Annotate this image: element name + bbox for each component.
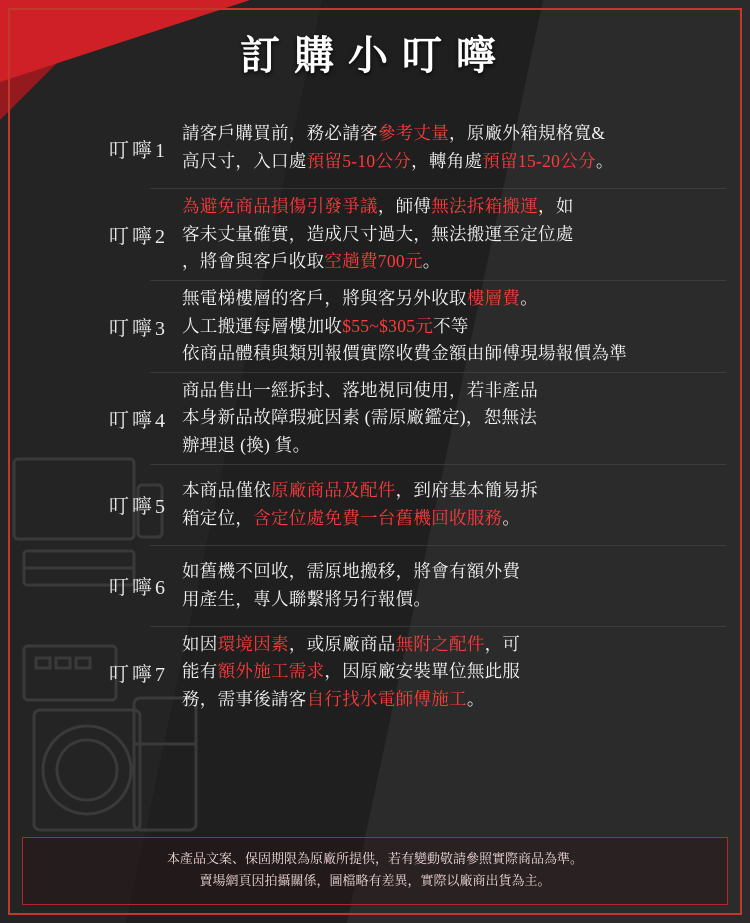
- note-text: 。: [466, 689, 485, 710]
- note-tag: 叮嚀4: [109, 409, 168, 432]
- note-highlight: 環境因素: [217, 633, 289, 654]
- note-row: [0, 627, 750, 718]
- note-body: [182, 193, 728, 276]
- note-highlight: 無附之配件: [395, 633, 485, 654]
- note-line: [182, 686, 728, 714]
- note-divider: [150, 545, 726, 546]
- note-body: [182, 285, 728, 368]
- note-text: 如因: [182, 633, 218, 654]
- note-text: ，因原廠安裝單位無此服: [324, 661, 521, 682]
- note-divider: [150, 464, 726, 465]
- note-tag: 叮嚀6: [109, 577, 168, 600]
- note-text: 辦理退 (換) 貨。: [182, 435, 311, 456]
- note-divider: [150, 626, 726, 627]
- note-text: ，可: [484, 633, 521, 654]
- note-text: ，原廠外箱規格寬&: [449, 123, 606, 144]
- note-body: [182, 558, 728, 613]
- note-text: 務，需事後請客: [182, 689, 307, 710]
- note-divider: [150, 280, 726, 281]
- note-text: 客未丈量確實，造成尺寸過大，無法搬運至定位處: [182, 223, 574, 244]
- note-highlight: 含定位處免費一台舊機回收服務: [253, 507, 503, 528]
- footer-line-2: 賣場網頁因拍攝關係，圖檔略有差異，實際以廠商出貨為主。: [199, 872, 551, 888]
- note-text: ，或原廠商品: [288, 633, 396, 654]
- note-line: [182, 340, 728, 368]
- note-line: [182, 377, 728, 405]
- note-divider: [150, 372, 726, 373]
- note-text: 。: [502, 507, 521, 528]
- note-text: 無電梯樓層的客戶，將與客另外收取: [182, 287, 467, 308]
- note-line: [182, 404, 728, 432]
- note-line: [182, 505, 728, 533]
- note-highlight: 空趟費700元: [324, 251, 423, 272]
- note-row: [0, 465, 750, 545]
- note-line: [182, 248, 728, 276]
- note-tag: 叮嚀7: [109, 663, 168, 686]
- note-tag: 叮嚀1: [109, 139, 168, 162]
- note-line: [182, 120, 728, 148]
- note-highlight: 樓層費: [466, 287, 521, 308]
- note-tag: 叮嚀5: [109, 496, 168, 519]
- note-highlight: $55~$305元: [342, 315, 434, 336]
- note-text: 商品售出一經拆封、落地視同使用，若非產品: [182, 379, 538, 400]
- note-line: [182, 193, 728, 221]
- note-text: 本商品僅依: [182, 480, 271, 501]
- note-text: 用產生，專人聯繫將另行報價。: [182, 588, 432, 609]
- note-line: [182, 658, 728, 686]
- note-text: 請客戶購買前，務必請客: [182, 123, 378, 144]
- note-text: 本身新品故障瑕疵因素 (需原廠鑑定)，恕無法: [182, 407, 538, 428]
- note-text: ，如: [538, 196, 574, 216]
- note-tag: 叮嚀3: [109, 317, 168, 340]
- note-line: [182, 148, 728, 176]
- note-line: [182, 285, 728, 313]
- note-text: 依商品體積與類別報價實際收費金額由師傅現場報價為準: [182, 343, 627, 364]
- note-highlight: 為: [182, 196, 200, 216]
- note-line: [182, 586, 728, 614]
- note-text: 。: [520, 287, 539, 308]
- note-tag: 叮嚀2: [109, 225, 168, 248]
- note-highlight: 額外施工需求: [217, 661, 325, 682]
- note-highlight: 原廠商品及配件: [271, 480, 396, 501]
- note-line: [182, 631, 728, 659]
- note-text: 不等: [433, 315, 469, 336]
- note-row: [0, 373, 750, 464]
- note-text: 能有: [182, 661, 218, 682]
- note-highlight: 預留5-10公分: [306, 151, 412, 171]
- note-row: [0, 189, 750, 280]
- note-highlight: 自行找水電師傅施工: [306, 689, 467, 710]
- note-line: [182, 432, 728, 460]
- footer-line-1: 本產品文案、保固期限為原廠所提供，若有變動敬請參照實際商品為準。: [166, 850, 583, 866]
- note-text: ，到府基本簡易拆: [395, 480, 539, 501]
- note-body: [182, 631, 728, 714]
- note-line: [182, 313, 728, 341]
- note-text: 箱定位，: [182, 507, 254, 528]
- note-highlight: 參考丈量: [377, 123, 450, 144]
- note-text: 高尺寸，入口處: [182, 151, 307, 171]
- note-row: [0, 281, 750, 372]
- note-body: [182, 120, 728, 175]
- note-line: [182, 558, 728, 586]
- note-row: [0, 108, 750, 188]
- page-title: 訂購小叮嚀: [240, 33, 510, 78]
- note-body: [182, 477, 728, 532]
- note-text: ，轉角處: [411, 151, 483, 171]
- note-highlight: 無法拆箱搬運: [431, 196, 539, 216]
- note-body: [182, 377, 728, 460]
- footer-disclaimer: [22, 837, 728, 905]
- note-line: [182, 221, 728, 249]
- note-text: 如舊機不回收，需原地搬移，將會有額外費: [182, 561, 521, 582]
- note-row: [0, 546, 750, 626]
- note-text: 人工搬運每層樓加收: [182, 315, 343, 336]
- note-highlight: 預留15-20公分: [482, 151, 596, 171]
- note-line: [182, 477, 728, 505]
- note-text: ，師傅: [377, 196, 432, 216]
- note-text: 。: [422, 251, 441, 272]
- note-text: 。: [595, 151, 614, 171]
- note-text: ，將會與客戶收取: [182, 251, 325, 272]
- note-highlight: 避免商品損傷引發爭議: [199, 196, 378, 216]
- notes-list: [0, 108, 750, 718]
- note-divider: [150, 188, 726, 189]
